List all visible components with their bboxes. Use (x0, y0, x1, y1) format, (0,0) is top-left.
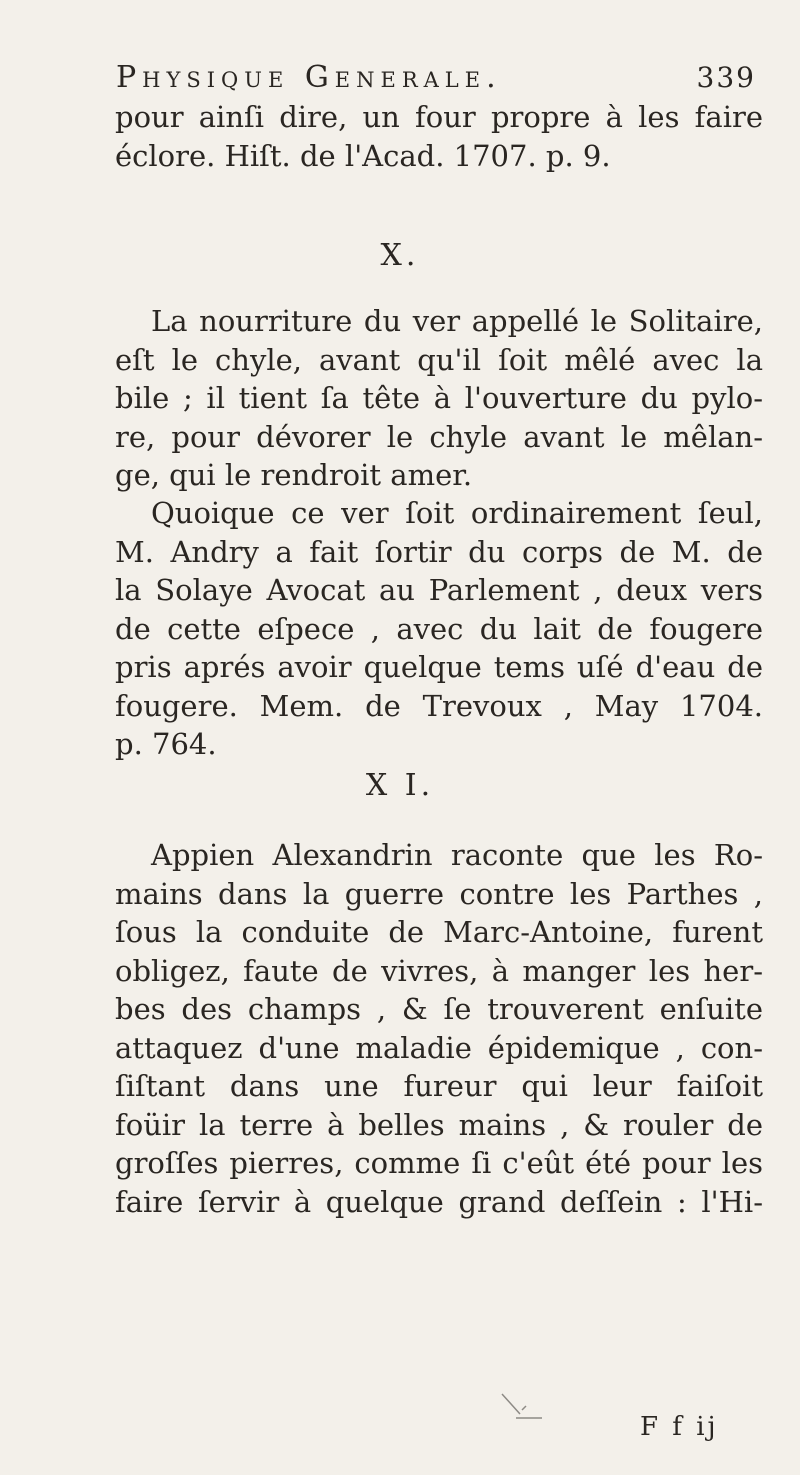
ink-mark (498, 1388, 548, 1428)
text-line: la Solaye Avocat au Parlement , deux vers (115, 573, 763, 607)
text-line: bile ; il tient ſa tête à l'ouverture du pylo- (115, 381, 763, 415)
text-line: obligez, faute de vivres, à manger les her- (115, 953, 763, 988)
section-heading-x: X. (380, 238, 420, 273)
text-line: re, pour dévorer le chyle avant le mêlan- (115, 419, 763, 454)
text-line: fougere. Mem. de Trevoux , May 1704. (115, 688, 763, 723)
text-line: bes des champs , & ſe trouverent enſuite (115, 992, 763, 1026)
running-head-title: Physique Generale. (116, 60, 502, 95)
text-line: Quoique ce ver ſoit ordinairement ſeul, (151, 496, 763, 530)
text-line: ge, qui le rendroit amer. (115, 458, 473, 492)
text-line: eſt le chyle, avant qu'il ſoit mêlé avec la (115, 342, 763, 377)
page-number: 339 (696, 61, 756, 94)
section-x-paragraph-2 (115, 494, 763, 764)
text-line: foüir la terre à belles mains , & rouler de (115, 1107, 763, 1142)
text-line: de cette eſpece , avec du lait de fougere (115, 611, 763, 646)
signature-mark: F f ij (640, 1412, 719, 1442)
continuation-paragraph (115, 98, 763, 175)
running-head (116, 60, 756, 96)
text-line: Appien Alexandrin raconte que les Ro- (151, 838, 763, 872)
text-line: pris aprés avoir quelque tems uſé d'eau de (115, 650, 763, 684)
text-line: M. Andry a fait ſortir du corps de M. de (115, 534, 763, 569)
section-heading-xi: X I. (365, 768, 435, 803)
text-line: faire ſervir à quelque grand deſſein : l'Hi- (115, 1184, 763, 1219)
text-line: éclore. Hiſt. de l'Acad. 1707. p. 9. (115, 138, 611, 173)
text-line: ſiſtant dans une fureur qui leur faiſoit (115, 1069, 763, 1103)
text-line: p. 764. (115, 727, 217, 761)
section-x-paragraph-1 (115, 302, 763, 495)
section-xi-paragraph-1 (115, 836, 763, 1221)
text-line: La nourriture du ver appellé le Solitaire, (151, 304, 763, 338)
text-line: groſſes pierres, comme ſi c'eût été pour les (115, 1146, 763, 1180)
text-line: mains dans la guerre contre les Parthes , (115, 876, 763, 911)
text-line: pour ainſi dire, un four propre à les faire (115, 100, 763, 134)
text-line: attaquez d'une maladie épidemique , con- (115, 1030, 763, 1065)
text-line: ſous la conduite de Marc-Antoine, furent (115, 915, 763, 949)
